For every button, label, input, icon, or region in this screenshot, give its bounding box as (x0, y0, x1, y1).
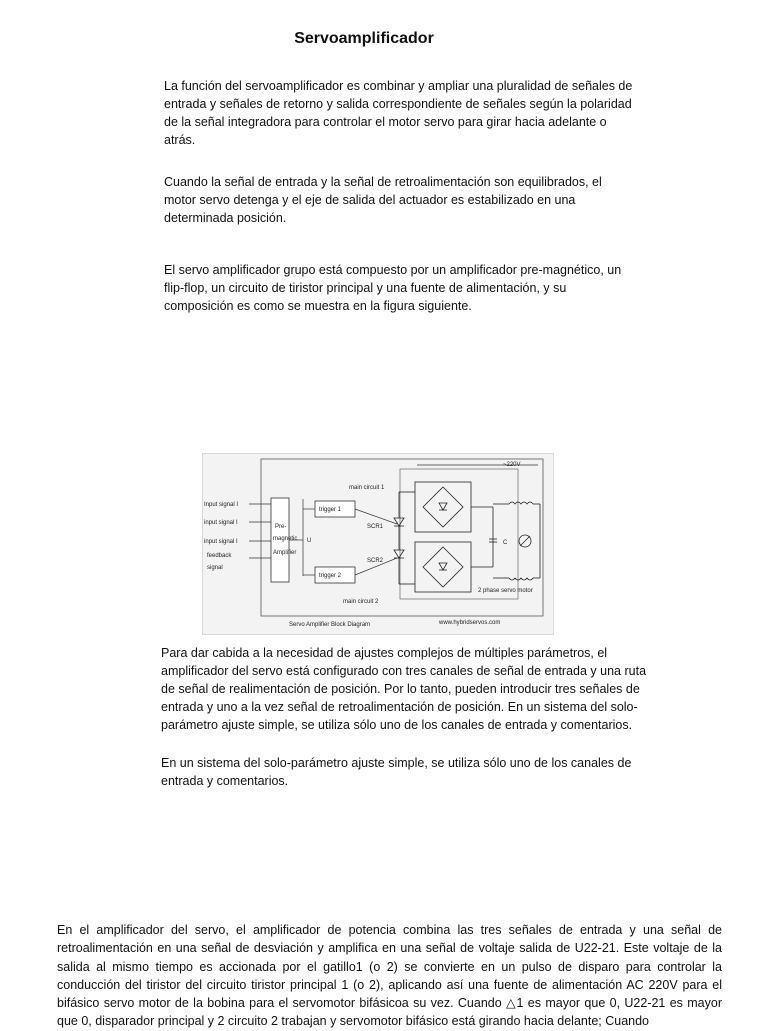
block-diagram-figure (202, 453, 554, 635)
input-label-2: input signal I (204, 520, 238, 526)
scr2-label: SCR2 (367, 558, 384, 564)
scr-symbols (394, 492, 404, 584)
trigger-1-label: trigger 1 (319, 507, 342, 513)
input-lines (249, 504, 271, 558)
feedback-label: feedback (207, 553, 232, 559)
block-diagram (203, 454, 553, 634)
paragraph-balance: Cuando la señal de entrada y la señal de retroalimentación son equilibrados, el motor servo detenga y el eje de salida del actuador es estabilizado en una determinada posición. (164, 175, 602, 225)
capacitor-label: C (503, 540, 508, 546)
amp-label-2: magnetic (273, 536, 298, 542)
bridge-rectifiers (399, 482, 471, 592)
paragraph-channels: Para dar cabida a la necesidad de ajustes complejos de múltiples parámetros, el amplificador del servo está configurado con tres canales de señal de entrada y una ruta de señal de realimentación de posición. Por lo tanto, pueden introducir tres señales de entrada y uno a la vez señal de retroalimentación de posición. En un sistema del solo-parámetro ajuste simple, se utiliza sólo uno de los canales de entrada y comentarios. (161, 646, 647, 732)
voltage-label: ~220V (503, 462, 521, 468)
feedback-label-2: signal (207, 565, 223, 571)
paragraph-single-parameter: En un sistema del solo-parámetro ajuste simple, se utiliza sólo uno de los canales de entrada y comentarios. (161, 756, 632, 788)
diagram-source: www.hybridservos.com (439, 620, 501, 626)
paragraph-composition: El servo amplificador grupo está compuesto por un amplificador pre-magnético, un flip-flop, un circuito de tiristor principal y una fuente de alimentación, y su composición es como se muestra en la figura siguiente. (164, 263, 622, 313)
page-title: Servoamplificador (294, 30, 434, 47)
amp-output-label: U (307, 538, 312, 544)
main-circuit-2-label: main circuit 2 (343, 599, 379, 605)
main-circuit-1-label: main circuit 1 (349, 485, 385, 491)
amp-label-3: Amplifier (273, 550, 297, 556)
paragraph-power-amplifier: En el amplificador del servo, el amplificador de potencia combina las tres señales de entrada y una señal de retroalimentación en una señal de desviación y amplifica en una señal de voltaje salida de U22-21. Este voltaje de la salida al mismo tiempo es accionada por el gatillo1 (o 2) se convierte en un pulso de disparo para controlar la conducción del tiristor del circuito tiristor principal 1 (o 2), aplicando así una fuente de alimentación AC 220V para el bifásico servo motor de la bobina para el servomotor bifásicoa su vez. Cuando △1 es mayor que 0, U22-21 es mayor que 0, disparador principal y 2 circuito 2 trabajan y servomotor bifásico está girando hacia delante; Cuando (57, 923, 722, 1029)
power-frame (400, 469, 518, 599)
paragraph-function: La función del servoamplificador es combinar y ampliar una pluralidad de señales de entrada y señales de retorno y salida correspondiente de señales según la polaridad de la señal integradora para controlar el motor servo para girar hacia adelante o atrás. (164, 79, 633, 147)
input-label-1: Input signal I (204, 502, 239, 508)
diagram-caption: Servo Amplifier Block Diagram (289, 622, 371, 628)
input-label-3: input signal I (204, 539, 238, 545)
amp-label-1: Pre- (275, 524, 287, 530)
trigger-2-label: trigger 2 (319, 573, 342, 579)
motor-label: 2 phase servo motor (478, 588, 533, 594)
scr1-label: SCR1 (367, 524, 384, 530)
